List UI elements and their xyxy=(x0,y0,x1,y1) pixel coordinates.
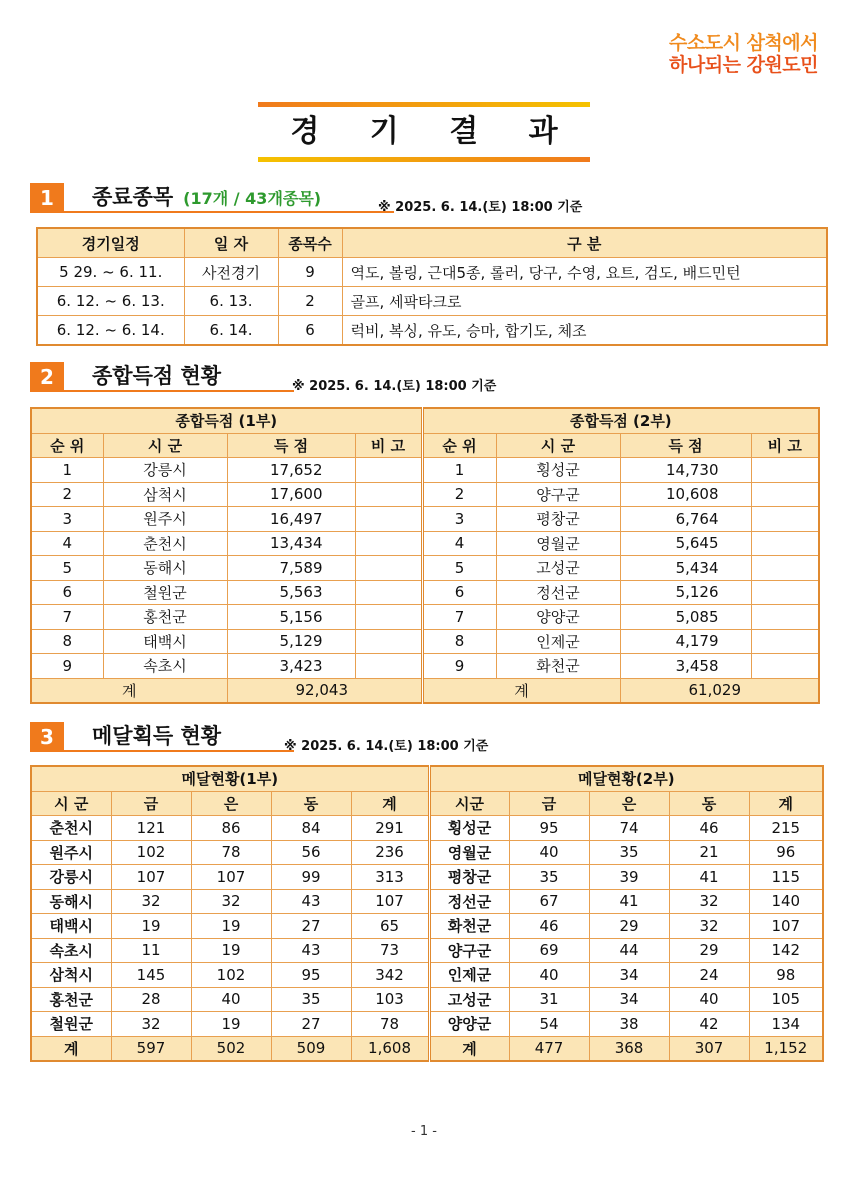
slogan-line-1: 수소도시 삼척에서 xyxy=(669,32,818,54)
total-value: 92,043 xyxy=(227,678,422,703)
cell: 11 xyxy=(111,938,191,963)
cell: 35 xyxy=(509,865,589,890)
cell: 41 xyxy=(589,889,669,914)
cell: 44 xyxy=(589,938,669,963)
col-header: 계 xyxy=(351,791,429,816)
group-header: 종합득점 (2부) xyxy=(422,408,819,433)
cell: 원주시 xyxy=(103,507,227,532)
col-header: 경기일정 xyxy=(37,228,184,258)
total-value: 61,029 xyxy=(620,678,819,703)
cell: 107 xyxy=(191,865,271,890)
slogan-line-2: 하나되는 강원도민 xyxy=(669,54,818,76)
cell: 102 xyxy=(191,963,271,988)
cell: 철원군 xyxy=(103,580,227,605)
cell: 597 xyxy=(111,1036,191,1061)
cell: 춘천시 xyxy=(103,531,227,556)
cell: 140 xyxy=(749,889,823,914)
cell: 40 xyxy=(191,987,271,1012)
table-row xyxy=(31,816,823,841)
cell: 6,764 xyxy=(620,507,751,532)
page-title-box xyxy=(258,102,590,162)
cell: 동해시 xyxy=(103,556,227,581)
col-header: 시 군 xyxy=(31,791,111,816)
cell: 6 xyxy=(278,316,342,346)
note-cell xyxy=(751,458,819,483)
cell: 3,458 xyxy=(620,654,751,679)
cell: 평창군 xyxy=(496,507,620,532)
cell: 98 xyxy=(749,963,823,988)
cell: 42 xyxy=(669,1012,749,1037)
note-cell xyxy=(355,654,422,679)
cell: 1,608 xyxy=(351,1036,429,1061)
col-header: 시 군 xyxy=(496,433,620,458)
cell: 화천군 xyxy=(429,914,509,939)
cell: 6 xyxy=(422,580,496,605)
cell: 29 xyxy=(589,914,669,939)
title-bar-bottom xyxy=(258,157,590,162)
cell: 21 xyxy=(669,840,749,865)
col-header: 비 고 xyxy=(355,433,422,458)
cell: 영월군 xyxy=(496,531,620,556)
cell: 양구군 xyxy=(496,482,620,507)
cell: 5,126 xyxy=(620,580,751,605)
cell: 6. 13. xyxy=(184,287,278,316)
note-cell xyxy=(751,605,819,630)
table-row xyxy=(31,963,823,988)
cell: 96 xyxy=(749,840,823,865)
section1-title xyxy=(92,183,321,213)
table-row xyxy=(31,482,819,507)
cell: 313 xyxy=(351,865,429,890)
cell: 3 xyxy=(31,507,103,532)
cell: 동해시 xyxy=(31,889,111,914)
cell: 속초시 xyxy=(31,938,111,963)
cell: 횡성군 xyxy=(429,816,509,841)
note-cell xyxy=(751,629,819,654)
cell: 춘천시 xyxy=(31,816,111,841)
cell: 56 xyxy=(271,840,351,865)
cell: 9 xyxy=(422,654,496,679)
note-cell xyxy=(751,654,819,679)
table-group-row xyxy=(31,408,819,433)
table-row xyxy=(31,580,819,605)
note-cell xyxy=(355,482,422,507)
cell: 삼척시 xyxy=(103,482,227,507)
cell: 103 xyxy=(351,987,429,1012)
total-score-table xyxy=(30,407,820,704)
table-row xyxy=(31,840,823,865)
cell: 99 xyxy=(271,865,351,890)
total-label: 계 xyxy=(31,678,227,703)
col-header: 득 점 xyxy=(620,433,751,458)
cell: 고성군 xyxy=(429,987,509,1012)
cell: 3,423 xyxy=(227,654,355,679)
cell: 횡성군 xyxy=(496,458,620,483)
cell: 5,434 xyxy=(620,556,751,581)
cell: 291 xyxy=(351,816,429,841)
slogan xyxy=(669,32,818,76)
total-row xyxy=(31,1036,823,1061)
table-row xyxy=(31,654,819,679)
cell: 38 xyxy=(589,1012,669,1037)
cell: 32 xyxy=(669,914,749,939)
section1-underline xyxy=(64,211,394,213)
medal-table xyxy=(30,765,824,1062)
cell: 86 xyxy=(191,816,271,841)
section1-title-text: 종료종목 xyxy=(92,185,174,209)
table-header-row xyxy=(31,791,823,816)
cell: 368 xyxy=(589,1036,669,1061)
table-header-row xyxy=(31,433,819,458)
cell: 속초시 xyxy=(103,654,227,679)
note-cell xyxy=(355,580,422,605)
cell: 502 xyxy=(191,1036,271,1061)
cell: 인제군 xyxy=(496,629,620,654)
note-cell xyxy=(751,507,819,532)
table-row xyxy=(31,938,823,963)
col-header: 계 xyxy=(749,791,823,816)
col-header: 금 xyxy=(509,791,589,816)
section3-underline xyxy=(64,750,294,752)
cell: 강릉시 xyxy=(103,458,227,483)
cell: 84 xyxy=(271,816,351,841)
cell: 계 xyxy=(31,1036,111,1061)
cell: 105 xyxy=(749,987,823,1012)
cell: 13,434 xyxy=(227,531,355,556)
cell: 화천군 xyxy=(496,654,620,679)
cell: 69 xyxy=(509,938,589,963)
note-cell xyxy=(355,458,422,483)
cell: 54 xyxy=(509,1012,589,1037)
cell: 철원군 xyxy=(31,1012,111,1037)
table-row xyxy=(31,889,823,914)
cell: 1 xyxy=(422,458,496,483)
cell: 102 xyxy=(111,840,191,865)
cell: 7 xyxy=(422,605,496,630)
cell: 5,645 xyxy=(620,531,751,556)
cell: 509 xyxy=(271,1036,351,1061)
table-row xyxy=(31,914,823,939)
note-cell xyxy=(355,629,422,654)
cell: 5 xyxy=(422,556,496,581)
cell: 5,563 xyxy=(227,580,355,605)
col-header: 시군 xyxy=(429,791,509,816)
table-row xyxy=(31,605,819,630)
cell: 40 xyxy=(509,840,589,865)
col-header: 비 고 xyxy=(751,433,819,458)
cell: 16,497 xyxy=(227,507,355,532)
cell: 삼척시 xyxy=(31,963,111,988)
cell: 32 xyxy=(111,1012,191,1037)
cell: 342 xyxy=(351,963,429,988)
cell: 65 xyxy=(351,914,429,939)
cell: 43 xyxy=(271,938,351,963)
cell: 14,730 xyxy=(620,458,751,483)
cell: 134 xyxy=(749,1012,823,1037)
page-title: 경 기 결 과 xyxy=(290,114,578,149)
cell: 양양군 xyxy=(429,1012,509,1037)
col-header: 일 자 xyxy=(184,228,278,258)
cell: 27 xyxy=(271,1012,351,1037)
cell: 19 xyxy=(191,938,271,963)
cell: 17,600 xyxy=(227,482,355,507)
cell: 73 xyxy=(351,938,429,963)
cell: 사전경기 xyxy=(184,258,278,287)
table-row xyxy=(37,258,827,287)
section2-basis: ※ 2025. 6. 14.(토) 18:00 기준 xyxy=(292,379,497,394)
table-row xyxy=(31,531,819,556)
cell: 럭비, 복싱, 유도, 승마, 합기도, 체조 xyxy=(342,316,827,346)
note-cell xyxy=(751,482,819,507)
section1-header xyxy=(30,183,370,213)
col-header: 금 xyxy=(111,791,191,816)
cell: 6. 14. xyxy=(184,316,278,346)
cell: 34 xyxy=(589,987,669,1012)
section2-number: 2 xyxy=(30,362,64,392)
cell: 인제군 xyxy=(429,963,509,988)
cell: 31 xyxy=(509,987,589,1012)
cell: 8 xyxy=(31,629,103,654)
cell: 홍천군 xyxy=(31,987,111,1012)
col-header: 동 xyxy=(271,791,351,816)
cell: 74 xyxy=(589,816,669,841)
cell: 정선군 xyxy=(429,889,509,914)
cell: 1 xyxy=(31,458,103,483)
table-row xyxy=(31,987,823,1012)
cell: 477 xyxy=(509,1036,589,1061)
cell: 강릉시 xyxy=(31,865,111,890)
cell: 115 xyxy=(749,865,823,890)
cell: 4 xyxy=(422,531,496,556)
cell: 3 xyxy=(422,507,496,532)
cell: 95 xyxy=(509,816,589,841)
table-row xyxy=(31,556,819,581)
note-cell xyxy=(355,507,422,532)
cell: 6. 12. ~ 6. 13. xyxy=(37,287,184,316)
cell: 19 xyxy=(111,914,191,939)
col-header: 은 xyxy=(589,791,669,816)
cell: 9 xyxy=(31,654,103,679)
cell: 평창군 xyxy=(429,865,509,890)
cell: 5 29. ~ 6. 11. xyxy=(37,258,184,287)
table-group-row xyxy=(31,766,823,791)
cell: 5,129 xyxy=(227,629,355,654)
page-number: - 1 - xyxy=(411,1124,437,1139)
cell: 4 xyxy=(31,531,103,556)
total-row xyxy=(31,678,819,703)
table-header-row xyxy=(37,228,827,258)
section3-basis: ※ 2025. 6. 14.(토) 18:00 기준 xyxy=(284,739,489,754)
cell: 6. 12. ~ 6. 14. xyxy=(37,316,184,346)
section3-number: 3 xyxy=(30,722,64,752)
cell: 107 xyxy=(351,889,429,914)
cell: 34 xyxy=(589,963,669,988)
cell: 67 xyxy=(509,889,589,914)
cell: 양구군 xyxy=(429,938,509,963)
table-row xyxy=(31,458,819,483)
cell: 19 xyxy=(191,1012,271,1037)
cell: 1,152 xyxy=(749,1036,823,1061)
col-header: 종목수 xyxy=(278,228,342,258)
cell: 35 xyxy=(589,840,669,865)
total-label: 계 xyxy=(422,678,620,703)
cell: 107 xyxy=(111,865,191,890)
cell: 24 xyxy=(669,963,749,988)
cell: 145 xyxy=(111,963,191,988)
cell: 40 xyxy=(509,963,589,988)
cell: 41 xyxy=(669,865,749,890)
cell: 107 xyxy=(749,914,823,939)
group-header: 메달현황(1부) xyxy=(31,766,429,791)
note-cell xyxy=(751,556,819,581)
cell: 5,085 xyxy=(620,605,751,630)
cell: 121 xyxy=(111,816,191,841)
cell: 정선군 xyxy=(496,580,620,605)
cell: 39 xyxy=(589,865,669,890)
col-header: 순 위 xyxy=(31,433,103,458)
note-cell xyxy=(355,531,422,556)
cell: 35 xyxy=(271,987,351,1012)
cell: 27 xyxy=(271,914,351,939)
cell: 78 xyxy=(351,1012,429,1037)
cell: 원주시 xyxy=(31,840,111,865)
cell: 95 xyxy=(271,963,351,988)
section1-number: 1 xyxy=(30,183,64,213)
cell: 계 xyxy=(429,1036,509,1061)
col-header: 은 xyxy=(191,791,271,816)
group-header: 종합득점 (1부) xyxy=(31,408,422,433)
cell: 142 xyxy=(749,938,823,963)
cell: 8 xyxy=(422,629,496,654)
closed-events-table xyxy=(36,227,828,346)
section2-header xyxy=(30,362,270,392)
note-cell xyxy=(751,580,819,605)
cell: 32 xyxy=(669,889,749,914)
cell: 32 xyxy=(191,889,271,914)
group-header: 메달현황(2부) xyxy=(429,766,823,791)
col-header: 동 xyxy=(669,791,749,816)
cell: 40 xyxy=(669,987,749,1012)
cell: 32 xyxy=(111,889,191,914)
cell: 5 xyxy=(31,556,103,581)
cell: 태백시 xyxy=(103,629,227,654)
note-cell xyxy=(355,605,422,630)
col-header: 순 위 xyxy=(422,433,496,458)
cell: 4,179 xyxy=(620,629,751,654)
cell: 78 xyxy=(191,840,271,865)
cell: 영월군 xyxy=(429,840,509,865)
cell: 17,652 xyxy=(227,458,355,483)
cell: 양양군 xyxy=(496,605,620,630)
cell: 5,156 xyxy=(227,605,355,630)
cell: 2 xyxy=(422,482,496,507)
cell: 고성군 xyxy=(496,556,620,581)
cell: 46 xyxy=(669,816,749,841)
table-row xyxy=(31,629,819,654)
table-row xyxy=(37,287,827,316)
cell: 7,589 xyxy=(227,556,355,581)
cell: 6 xyxy=(31,580,103,605)
section3-title: 메달획득 현황 xyxy=(92,724,222,748)
section2-title: 종합득점 현황 xyxy=(92,364,222,388)
cell: 19 xyxy=(191,914,271,939)
cell: 28 xyxy=(111,987,191,1012)
cell: 307 xyxy=(669,1036,749,1061)
cell: 10,608 xyxy=(620,482,751,507)
col-header: 시 군 xyxy=(103,433,227,458)
section1-count: (17개 / 43개종목) xyxy=(183,189,322,208)
table-row xyxy=(31,1012,823,1037)
cell: 236 xyxy=(351,840,429,865)
cell: 215 xyxy=(749,816,823,841)
cell: 골프, 세팍타크로 xyxy=(342,287,827,316)
cell: 2 xyxy=(31,482,103,507)
col-header: 구 분 xyxy=(342,228,827,258)
note-cell xyxy=(751,531,819,556)
cell: 46 xyxy=(509,914,589,939)
cell: 9 xyxy=(278,258,342,287)
cell: 7 xyxy=(31,605,103,630)
col-header: 득 점 xyxy=(227,433,355,458)
table-row xyxy=(31,507,819,532)
section1-basis: ※ 2025. 6. 14.(토) 18:00 기준 xyxy=(378,200,583,215)
section2-underline xyxy=(64,390,294,392)
section3-header xyxy=(30,722,270,752)
cell: 29 xyxy=(669,938,749,963)
table-row xyxy=(31,865,823,890)
cell: 역도, 볼링, 근대5종, 롤러, 당구, 수영, 요트, 검도, 배드민턴 xyxy=(342,258,827,287)
cell: 43 xyxy=(271,889,351,914)
note-cell xyxy=(355,556,422,581)
cell: 2 xyxy=(278,287,342,316)
table-row xyxy=(37,316,827,346)
cell: 태백시 xyxy=(31,914,111,939)
cell: 홍천군 xyxy=(103,605,227,630)
